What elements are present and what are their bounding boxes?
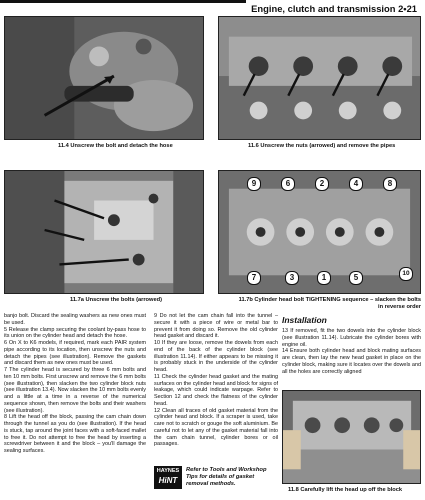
bolt-sequence-badge-2: 2 [315,177,329,191]
photo-11-4 [4,16,204,140]
photo-11-6-illustration [219,17,420,139]
caption-11-7a: 11.7a Unscrew the bolts (arrowed) [70,297,162,303]
header-bar [246,0,425,14]
bolt-sequence-badge-5: 5 [349,271,363,285]
paragraph-step-11: 11 Check the cylinder head gasket and the mating surfaces on the cylinder head and block for signs of leakage, which could indicate warpage. Refer to Section 12 and check the flatness of the cylinder head. [154,373,278,407]
caption-11-4: 11.4 Unscrew the bolt and detach the hose [58,143,173,149]
haynes-logo-text: HAYNES [156,468,180,474]
paragraph-step-8: 8 Lift the head off the block, passing the cam chain down through the tunnel as you do (see illustration). If the head is stuck, tap around the joint faces with a soft-faced mallet to free it. Do not attempt to free the head by inserting a screwdriver between it and the block – you'll damage the sealing surfaces. [4,414,146,454]
bolt-sequence-badge-8: 8 [383,177,397,191]
paragraph-step-6: 6 On X to K6 models, if required, mark each PAIR system pipe according to its location, then unscrew the nuts and detach the pipes (see illustration). Remove the gaskets and discard them as new ones must be used. [4,340,146,367]
paragraph-step-12: 12 Clean all traces of old gasket material from the cylinder head and block. If a scraper is used, take care not to scratch or gouge the soft aluminium. Be careful not to let any of the gasket material fall into the cam chain tunnel, cylinder bores or oil passages. [154,407,278,448]
caption-11-6: 11.6 Unscrew the nuts (arrowed) and remove the pipes [248,143,396,149]
photo-11-6 [218,16,421,140]
paragraph-step-10: 10 If they are loose, remove the dowels from each end of the back of the cylinder block (see illustration 11.14). If either appears to be missing it is probably stuck in the underside of the cylinder head. [154,340,278,373]
paragraph-step-5: 5 Release the clamp securing the coolant by-pass hose to its union on the cylinder head and detach the hose. [4,326,146,340]
bolt-sequence-badge-9: 9 [247,177,261,191]
bolt-sequence-badge-3: 3 [285,271,299,285]
text-column-2 [154,313,278,448]
haynes-hint-logo [154,466,182,489]
caption-11-8: 11.8 Carefully lift the head up off the block [288,487,403,493]
page-header-title: Engine, clutch and transmission 2•21 [251,3,417,14]
bolt-sequence-badge-4: 4 [349,177,363,191]
hint-text: Refer to Tools and Workshop Tips for details of gasket removal methods. [186,467,267,487]
paragraph-step-14: 14 Ensure both cylinder head and block mating surfaces are clean, then lay the new head gasket in place on the cylinder block, making sure it locates over the dowels and all the holes are correctly aligned [282,348,421,375]
caption-11-7b: 11.7b Cylinder head bolt TIGHTENING sequence – slacken the bolts in reverse order [238,297,421,310]
bolt-sequence-badge-7: 7 [247,271,261,285]
photo-11-7a-illustration [5,171,203,293]
photo-11-7b [218,170,421,294]
bolt-sequence-badge-1: 1 [317,271,331,285]
photo-11-7a [4,170,204,294]
bolt-sequence-badge-10: 10 [399,267,413,281]
text-column-3 [282,313,421,375]
photo-11-8 [282,390,421,484]
paragraph-col1-1: banjo bolt. Discard the sealing washers as new ones must be used. [4,313,146,326]
paragraph-step-13: 13 If removed, fit the two dowels into the cylinder block (see illustration 11.14). Lubricate the cylinder bores with engine oil. [282,328,421,348]
bolt-sequence-badge-6: 6 [281,177,295,191]
section-heading-installation: Installation [282,315,327,325]
text-column-1 [4,313,146,455]
hint-logo-text: HiNT [158,476,178,485]
paragraph-step-7: 7 The cylinder head is secured by three 6 mm bolts and ten 10 mm bolts. First unscrew and remove the 6 mm bolts (see illustration), then slacken the two cylinder block nuts (see illustration 13.4). Now slacken the 10 mm bolts evenly and a little at a time in a reverse of the numerical sequence shown, then remove the bolts and their washers (see illustration). [4,367,146,414]
paragraph-step-9: 9 Do not let the cam chain fall into the tunnel – secure it with a piece of wire or metal bar to prevent it from doing so. Remove the old cylinder head gasket and discard it. [154,313,278,340]
photo-11-4-illustration [5,17,203,139]
photo-11-8-illustration [283,391,420,483]
